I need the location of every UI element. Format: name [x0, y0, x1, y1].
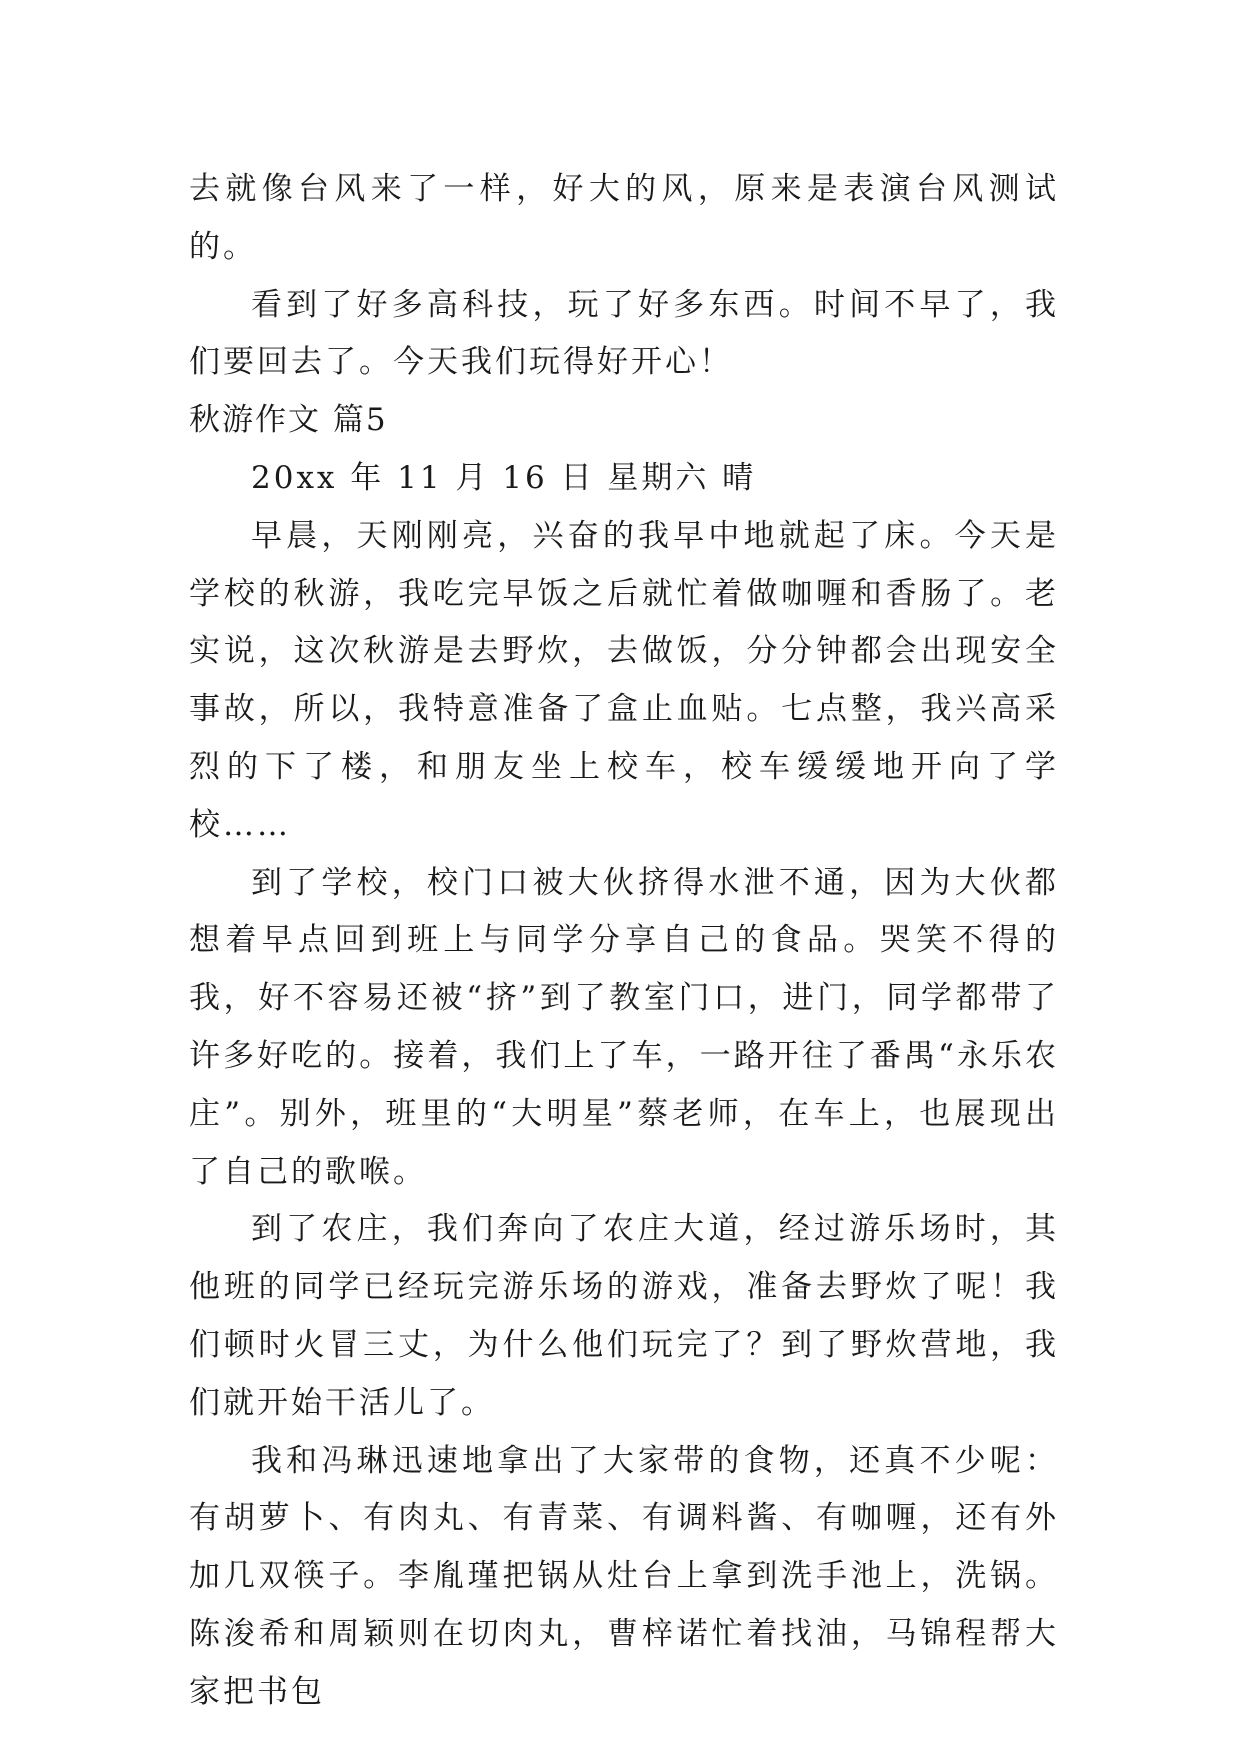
- paragraph: 我和冯琳迅速地拿出了大家带的食物，还真不少呢：有胡萝卜、有肉丸、有青菜、有调料酱、有咖喱，还有外加几双筷子。李胤瑾把锅从灶台上拿到洗手池上，洗锅。陈浚希和周颖则在切肉丸，曹梓诺忙着找油，马锦程帮大家把书包: [189, 1442, 1059, 1710]
- paragraph-continuation: 去就像台风来了一样，好大的风，原来是表演台风测试的。: [189, 171, 1059, 265]
- section-heading: 秋游作文 篇5: [189, 402, 388, 439]
- paragraph: 到了农庄，我们奔向了农庄大道，经过游乐场时，其他班的同学已经玩完游乐场的游戏，准备去野炊了呢！我们顿时火冒三丈，为什么他们玩完了？到了野炊营地，我们就开始干活儿了。: [189, 1211, 1059, 1421]
- date-line: 20xx 年 11 月 16 日 星期六 晴: [251, 459, 757, 496]
- document-body: [189, 161, 1059, 1722]
- paragraph: 早晨，天刚刚亮，兴奋的我早中地就起了床。今天是学校的秋游，我吃完早饭之后就忙着做咖喱和香肠了。老实说，这次秋游是去野炊，去做饭，分分钟都会出现安全事故，所以，我特意准备了盒止血贴。七点整，我兴高采烈的下了楼，和朋友坐上校车，校车缓缓地开向了学校……: [189, 517, 1059, 843]
- paragraph: 到了学校，校门口被大伙挤得水泄不通，因为大伙都想着早点回到班上与同学分享自己的食品。哭笑不得的我，好不容易还被“挤”到了教室门口，进门，同学都带了许多好吃的。接着，我们上了车，一路开往了番禺“永乐农庄”。别外，班里的“大明星”蔡老师，在车上，也展现出了自己的歌喉。: [189, 864, 1059, 1190]
- paragraph: 看到了好多高科技，玩了好多东西。时间不早了，我们要回去了。今天我们玩得好开心！: [189, 286, 1059, 381]
